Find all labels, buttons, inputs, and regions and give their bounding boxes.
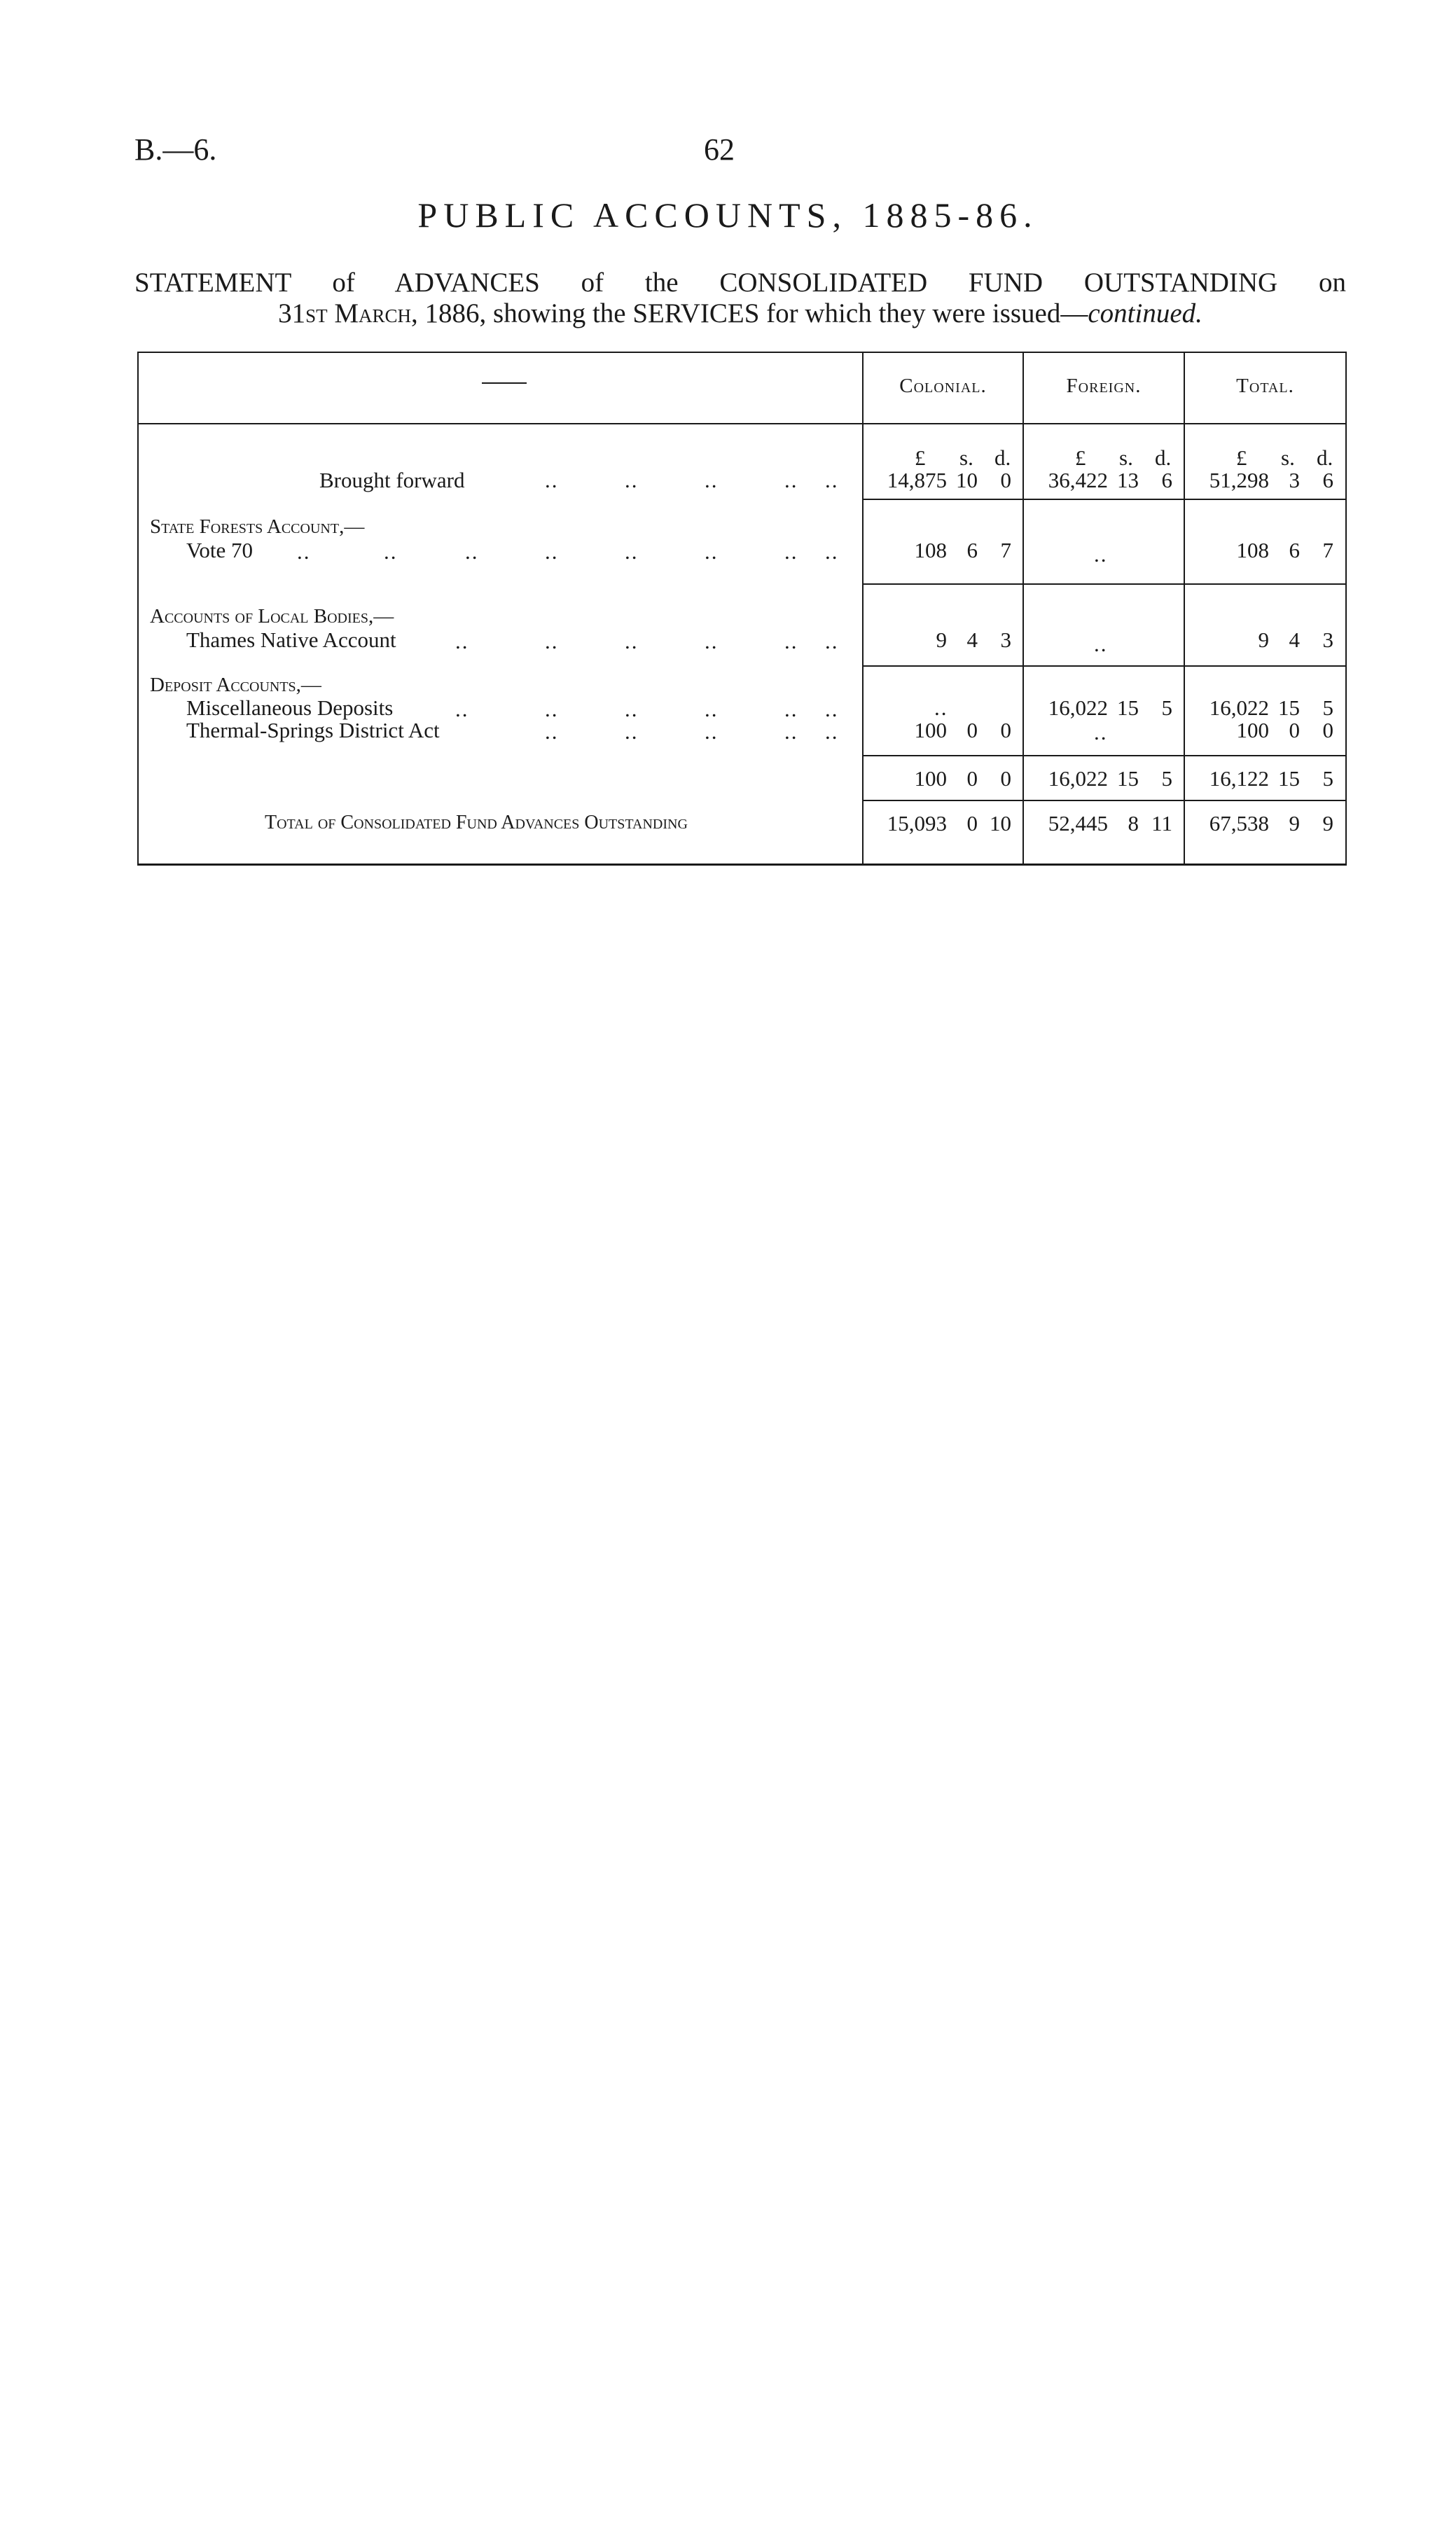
- leader-dots: ..: [545, 719, 559, 744]
- cell-pence: 5: [1322, 695, 1333, 720]
- cell-pounds: 67,538: [1209, 811, 1269, 835]
- thames-native-account-label: Thames Native Account: [186, 627, 396, 652]
- nil-entry: ..: [934, 695, 948, 720]
- statement-title-text: , 1886, showing the SERVICES for which they were issued—: [411, 298, 1088, 328]
- leader-dots: ..: [705, 697, 719, 721]
- cell-shillings: 0: [966, 811, 978, 835]
- leader-dots: ..: [825, 539, 839, 564]
- cell-pence: 5: [1161, 695, 1172, 720]
- page-title: PUBLIC ACCOUNTS, 1885-86.: [417, 195, 1039, 235]
- leader-dots: ..: [545, 629, 559, 653]
- document-reference: B.—6.: [134, 132, 217, 167]
- state-forests-heading: State Forests Account,—: [150, 515, 365, 538]
- leader-dots: ..: [625, 468, 639, 492]
- rule-after-local-bodies: [862, 665, 1347, 667]
- cell-pounds: 52,445: [1048, 811, 1108, 835]
- local-bodies-heading: Accounts of Local Bodies,—: [150, 605, 394, 627]
- statement-date: 31st March: [278, 298, 412, 328]
- vote-70-label: Vote 70: [186, 538, 254, 562]
- leader-dots: ..: [455, 629, 469, 653]
- cell-pence: 0: [1000, 718, 1011, 742]
- deposit-accounts-heading: Deposit Accounts,—: [150, 674, 321, 696]
- rule-after-brought-forward: [862, 499, 1347, 500]
- cell-shillings: 6: [1289, 538, 1300, 562]
- leader-dots: ..: [384, 539, 398, 564]
- colonial-pounds-unit: £: [915, 445, 926, 470]
- leader-dots: ..: [784, 629, 798, 653]
- nil-entry: ..: [1094, 720, 1108, 744]
- table-top-rule: [137, 352, 1347, 353]
- cell-pence: 5: [1161, 766, 1172, 791]
- cell-pounds: 14,875: [887, 468, 947, 492]
- cell-pounds: 16,022: [1048, 766, 1108, 791]
- leader-dots: ..: [825, 468, 839, 492]
- leader-dots: ..: [705, 629, 719, 653]
- cell-shillings: 10: [956, 468, 978, 492]
- total-pence-unit: d.: [1317, 445, 1333, 470]
- statement-title-line-2: [134, 300, 1346, 327]
- leader-dots: ..: [465, 539, 479, 564]
- total-pounds-unit: £: [1236, 445, 1247, 470]
- cell-shillings: 15: [1117, 695, 1139, 720]
- cell-pounds: 100: [914, 766, 947, 791]
- cell-shillings: 15: [1117, 766, 1139, 791]
- cell-pence: 6: [1161, 468, 1172, 492]
- table-bottom-rule: [137, 864, 1347, 866]
- rule-before-grand-total: [862, 800, 1347, 801]
- cell-pence: 10: [990, 811, 1011, 835]
- cell-pence: 0: [1000, 766, 1011, 791]
- header-rule: [137, 423, 1347, 424]
- leader-dots: ..: [705, 719, 719, 744]
- foreign-shillings-unit: s.: [1119, 445, 1133, 470]
- cell-pounds: 51,298: [1209, 468, 1269, 492]
- leader-dots: ..: [784, 468, 798, 492]
- cell-pounds: 16,022: [1048, 695, 1108, 720]
- page-number: 62: [704, 132, 735, 167]
- leader-dots: ..: [625, 629, 639, 653]
- foreign-pence-unit: d.: [1155, 445, 1172, 470]
- leader-dots: ..: [705, 539, 719, 564]
- leader-dots: ..: [545, 697, 559, 721]
- brought-forward-label: Brought forward: [319, 468, 465, 492]
- cell-pounds: 100: [914, 718, 947, 742]
- leader-dots: ..: [705, 468, 719, 492]
- cell-pence: 11: [1151, 811, 1172, 835]
- cell-pence: 0: [1000, 468, 1011, 492]
- cell-shillings: 0: [966, 766, 978, 791]
- cell-pence: 5: [1322, 766, 1333, 791]
- thermal-springs-label: Thermal-Springs District Act: [186, 718, 440, 742]
- cell-pounds: 16,022: [1209, 695, 1269, 720]
- leader-dots: ..: [784, 539, 798, 564]
- cell-pounds: 108: [1236, 538, 1269, 562]
- cell-pence: 0: [1322, 718, 1333, 742]
- cell-pounds: 16,122: [1209, 766, 1269, 791]
- rule-after-state-forests: [862, 583, 1347, 585]
- leader-dots: ..: [825, 719, 839, 744]
- total-column-header: Total.: [1236, 375, 1294, 397]
- table-right-rule: [1345, 352, 1347, 865]
- cell-shillings: 8: [1128, 811, 1139, 835]
- foreign-pounds-unit: £: [1075, 445, 1086, 470]
- total-shillings-unit: s.: [1281, 445, 1295, 470]
- cell-pounds: 9: [1258, 627, 1269, 652]
- leader-dots: ..: [625, 697, 639, 721]
- cell-pence: 3: [1322, 627, 1333, 652]
- cell-shillings: 15: [1278, 695, 1300, 720]
- cell-pence: 9: [1322, 811, 1333, 835]
- cell-shillings: 9: [1289, 811, 1300, 835]
- cell-pounds: 108: [914, 538, 947, 562]
- leader-dots: ..: [625, 539, 639, 564]
- leader-dots: ..: [545, 539, 559, 564]
- cell-pence: 3: [1000, 627, 1011, 652]
- leader-dots: ..: [825, 629, 839, 653]
- rule-before-subtotal: [862, 755, 1347, 756]
- table-left-rule: [137, 352, 139, 865]
- cell-pounds: 36,422: [1048, 468, 1108, 492]
- cell-pence: 6: [1322, 468, 1333, 492]
- colonial-column-header: Colonial.: [899, 375, 987, 397]
- cell-pounds: 100: [1236, 718, 1269, 742]
- column-rule-colonial: [862, 352, 864, 865]
- cell-shillings: 0: [1289, 718, 1300, 742]
- cell-shillings: 0: [966, 718, 978, 742]
- cell-shillings: 6: [966, 538, 978, 562]
- foreign-column-header: Foreign.: [1066, 375, 1142, 397]
- leader-dots: ..: [625, 719, 639, 744]
- cell-pence: 7: [1000, 538, 1011, 562]
- leader-dots: ..: [825, 697, 839, 721]
- column-rule-foreign: [1022, 352, 1024, 865]
- cell-shillings: 4: [1289, 627, 1300, 652]
- blank-column-header: [482, 382, 527, 384]
- leader-dots: ..: [297, 539, 311, 564]
- nil-entry: ..: [1094, 632, 1108, 656]
- leader-dots: ..: [784, 697, 798, 721]
- cell-pounds: 15,093: [887, 811, 947, 835]
- cell-pence: 7: [1322, 538, 1333, 562]
- continued-note: continued.: [1088, 298, 1202, 328]
- cell-pounds: 9: [936, 627, 947, 652]
- colonial-shillings-unit: s.: [959, 445, 973, 470]
- leader-dots: ..: [455, 697, 469, 721]
- miscellaneous-deposits-label: Miscellaneous Deposits: [186, 695, 394, 720]
- grand-total-label: Total of Consolidated Fund Advances Outstanding: [265, 812, 688, 833]
- statement-title-line-1: STATEMENT of ADVANCES of the CONSOLIDATED FUND OUTSTANDING on: [134, 268, 1346, 298]
- cell-shillings: 4: [966, 627, 978, 652]
- colonial-pence-unit: d.: [994, 445, 1011, 470]
- cell-shillings: 13: [1117, 468, 1139, 492]
- leader-dots: ..: [784, 719, 798, 744]
- column-rule-total: [1184, 352, 1185, 865]
- cell-shillings: 3: [1289, 468, 1300, 492]
- nil-entry: ..: [1094, 542, 1108, 567]
- cell-shillings: 15: [1278, 766, 1300, 791]
- leader-dots: ..: [545, 468, 559, 492]
